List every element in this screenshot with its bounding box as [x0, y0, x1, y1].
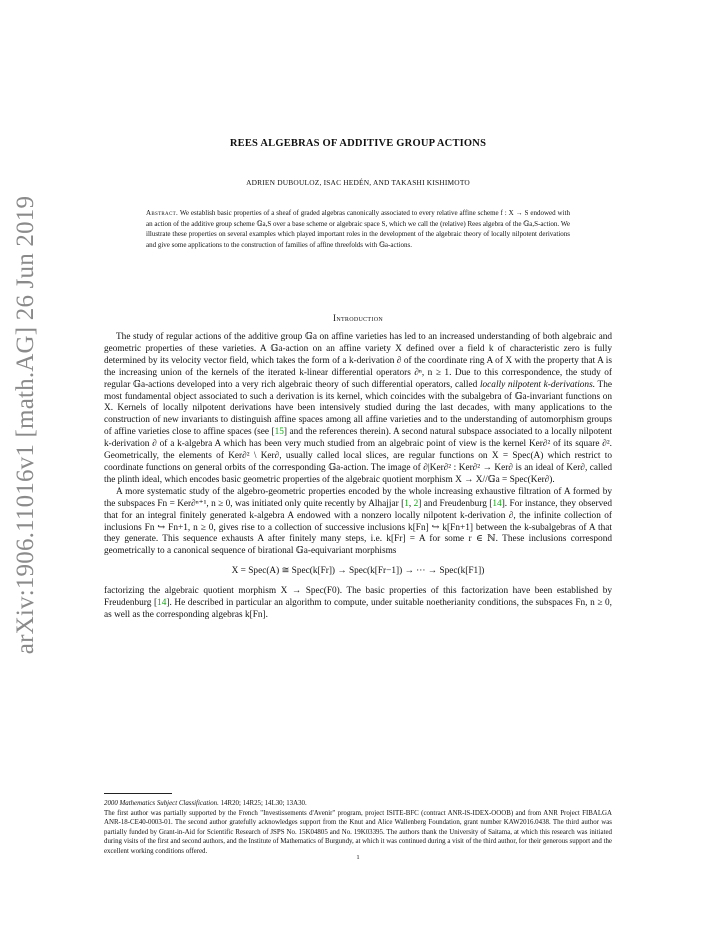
p2-text-b: ] and Freudenburg [	[418, 498, 493, 509]
paper-title: REES ALGEBRAS OF ADDITIVE GROUP ACTIONS	[229, 138, 487, 149]
p1-text-c: ] and the references therein). A second natural subspace associated to a locally nilpotent k-derivation ∂ of a k-algebra A which has been very much studied from an algebraic point of view is the kernel Ker∂² of its square ∂². Geometrically, the elements of Ker∂² \ Ker∂, usually called local slices, are regular functions on X = Spec(A) which restrict to coordinate functions on general orbits of the corresponding 𝔾a-action. The image of ∂|Ker∂² : Ker∂² → Ker∂ is an ideal of Ker∂, called the plinth ideal, which encodes basic geometric properties of the algebraic quotient morphism X → X//𝔾a = Spec(Ker∂).	[104, 427, 612, 485]
p2-text-a: A more systematic study of the algebro-geometric properties encoded by the whole increasing exhaustive filtration of A formed by the subspaces Fn = Ker∂ⁿ⁺¹, n ≥ 0, was initiated only quite recently by Alhajjar [	[104, 486, 612, 509]
citation-link[interactable]: 2	[413, 498, 419, 509]
footnote-rule	[104, 793, 172, 794]
citation-link[interactable]: 1	[404, 498, 409, 509]
funding-footnote: The first author was partially supported by the French "Investissements d'Avenir" program, project ISITE-BFC (contract ANR-lS-IDEX-OOOB) and from ANR Project FIBALGA ANR-18-CE40-0003-01. The second author gratefully acknowledges support from the Knut and Alice Wallenberg Foundation, grant number KAW2016.0438. The third author was partially funded by Grant-in-Aid for Scientific Research of JSPS No. 15K04805 and No. 19K03395. The authors thank the University of Saitama, at which this research was initiated during visits of the first and second authors, and the Institute of Mathematics of Burgundy, at which it was continued during a visit of the third author, for their generous support and the excellent working conditions offered.	[104, 809, 612, 855]
p3-text-a: factorizing the algebraic quotient morphism X → Spec(F0). The basic properties of this factorization have been established by Freudenburg [	[104, 586, 612, 609]
abstract	[146, 208, 570, 250]
p3-text-b: ]. He described in particular an algorithm to compute, under suitable noetherianity conditions, the subspaces Fn, n ≥ 0, as well as the corresponding algebras k[Fn].	[104, 598, 613, 620]
paper-authors: ADRIEN DUBOULOZ, ISAC HEDÉN, AND TAKASHI KISHIMOTO	[246, 178, 470, 187]
arxiv-id: arXiv:1906.11016v1 [math.AG] 26 Jun 2019	[12, 195, 39, 655]
p1-text-a: The study of regular actions of the additive group 𝔾a on affine varieties has led to an increased understanding of both algebraic and geometric properties of these varieties. A 𝔾a-action on an affine variety X defined over a field k of characteristic zero is fully determined by its velocity vector field, which takes the form of a k-derivation ∂ of the coordinate ring A of X with the property that A is the increasing union of the kernels of the iterated k-linear differential operators ∂ⁿ, n ≥ 1. Due to this correspondence, the study of regular 𝔾a-actions developed into a very rich algebraic theory of such differential operators, called	[104, 332, 612, 390]
paragraph-3	[104, 586, 612, 622]
page-number: 1	[356, 854, 360, 861]
p1-text-b: The most fundamental object associated to such a derivation is its kernel, which coincides with the subalgebra of 𝔾a-invariant functions on X. Kernels of locally nilpotent derivations have been intensively studied during the last decades, with many applications to the construction of new invariants to distinguish affine spaces among all affine varieties and to the understanding of automorphism groups of affine varieties close to affine spaces (see [	[104, 379, 612, 438]
p2-separator: ,	[408, 498, 414, 509]
paragraph-1	[104, 332, 612, 487]
footnotes	[104, 799, 612, 857]
section-heading-introduction: Introduction	[333, 313, 383, 323]
msc-codes: 14R20; 14R25; 14L30; 13A30.	[220, 800, 307, 807]
msc-footnote	[104, 799, 612, 809]
p2-text-c: ]. For instance, they observed that for an integral finitely generated k-algebra A endowed with a nonzero locally nilpotent k-derivation ∂, the infinite collection of inclusions Fn ↪ Fn+1, n ≥ 0, gives rise to a collection of successive inclusions k[Fn] ↪ k[Fn+1] between the k-subalgebras of A that they generate. This sequence exhausts A after finitely many steps, i.e. k[Fr] = A for some r ∈ ℕ. These inclusions correspond geometrically to a canonical sequence of birational 𝔾a-equivariant morphisms	[104, 498, 613, 557]
p1-emphasis: locally nilpotent k-derivations.	[479, 379, 596, 390]
citation-link[interactable]: 15	[274, 427, 284, 438]
paragraph-2	[104, 487, 612, 558]
introduction-body	[104, 332, 612, 622]
display-equation: X = Spec(A) ≅ Spec(k[Fr]) → Spec(k[Fr−1]) → ··· → Spec(k[F1])	[231, 566, 485, 577]
arxiv-sidebar-stamp	[8, 195, 44, 655]
abstract-text: We establish basic properties of a sheaf of graded algebras canonically associated to every relative affine scheme f : X → S endowed with an action of the additive group scheme 𝔾a,S over a base scheme or algebraic space S, which we call the (relative) Rees algebra of the 𝔾a,S-action. We illustrate these properties on several examples which played important roles in the development of the algebraic theory of locally nilpotent derivations and give some applications to the construction of families of affine threefolds with 𝔾a-actions.	[146, 209, 570, 249]
citation-link[interactable]: 14	[157, 598, 167, 609]
citation-link[interactable]: 14	[492, 498, 502, 509]
msc-label: 2000 Mathematics Subject Classification.	[104, 800, 219, 807]
abstract-label: Abstract.	[146, 209, 179, 217]
